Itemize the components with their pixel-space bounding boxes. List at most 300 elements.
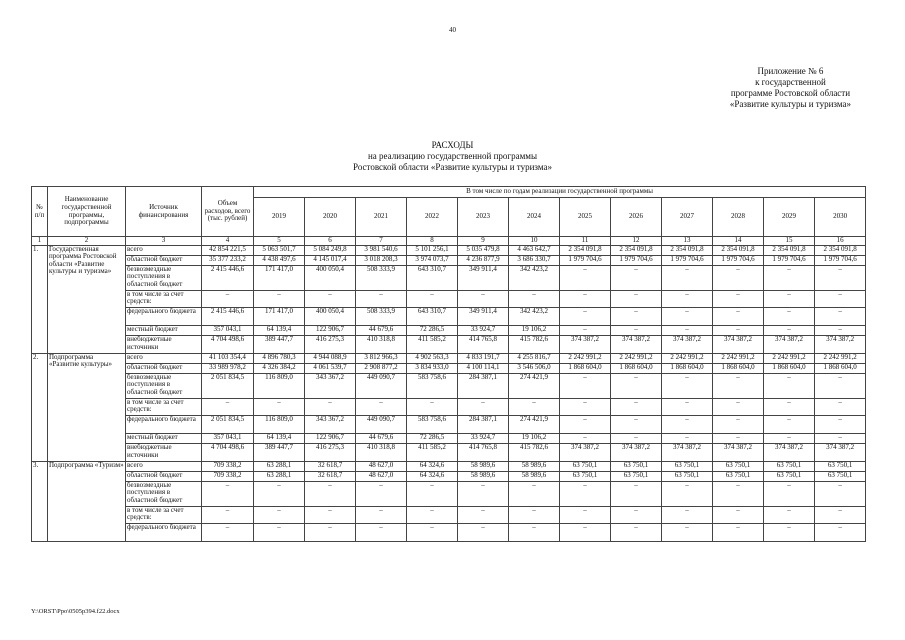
year-value-2020: 122 906,7 bbox=[305, 325, 356, 335]
year-value-2027: 63 750,1 bbox=[662, 471, 713, 481]
year-value-2022: – bbox=[407, 481, 458, 506]
year-value-2021: – bbox=[356, 398, 407, 416]
year-value-2023: 33 924,7 bbox=[458, 325, 509, 335]
year-value-2030: – bbox=[815, 265, 866, 290]
total-value: – bbox=[202, 481, 254, 506]
column-number-cell: 3 bbox=[126, 237, 202, 246]
header-year-2025: 2025 bbox=[560, 198, 611, 237]
section-number: 2. bbox=[32, 353, 48, 461]
year-value-2021: 410 318,8 bbox=[356, 443, 407, 461]
year-value-2024: 4 463 642,7 bbox=[509, 245, 560, 255]
year-value-2030: – bbox=[815, 308, 866, 326]
total-value: 2 415 446,6 bbox=[202, 308, 254, 326]
column-number-cell: 2 bbox=[48, 237, 126, 246]
year-value-2023: – bbox=[458, 524, 509, 542]
header-year-2023: 2023 bbox=[458, 198, 509, 237]
year-value-2022: 72 286,5 bbox=[407, 433, 458, 443]
year-value-2027: – bbox=[662, 325, 713, 335]
year-value-2027: – bbox=[662, 398, 713, 416]
appendix-line: к государственной bbox=[755, 77, 826, 87]
year-value-2027: 374 387,2 bbox=[662, 335, 713, 353]
year-value-2019: 116 809,0 bbox=[254, 373, 305, 398]
year-value-2024: 58 989,6 bbox=[509, 471, 560, 481]
year-value-2029: 1 868 604,0 bbox=[764, 363, 815, 373]
column-numbers-row bbox=[32, 237, 866, 246]
year-value-2024: 274 421,9 bbox=[509, 416, 560, 434]
total-value: 357 043,1 bbox=[202, 325, 254, 335]
total-value: 2 051 834,5 bbox=[202, 416, 254, 434]
column-number-cell: 13 bbox=[662, 237, 713, 246]
header-year-2027: 2027 bbox=[662, 198, 713, 237]
total-value: 33 989 978,2 bbox=[202, 363, 254, 373]
total-value: 357 043,1 bbox=[202, 433, 254, 443]
year-value-2025: 2 242 991,2 bbox=[560, 353, 611, 363]
year-value-2030: – bbox=[815, 506, 866, 524]
section-number: 1. bbox=[32, 245, 48, 353]
column-number-cell: 11 bbox=[560, 237, 611, 246]
year-value-2019: – bbox=[254, 290, 305, 308]
year-value-2025: 374 387,2 bbox=[560, 335, 611, 353]
total-value: 2 051 834,5 bbox=[202, 373, 254, 398]
year-value-2026: – bbox=[611, 506, 662, 524]
table-row bbox=[32, 481, 866, 506]
year-value-2028: 374 387,2 bbox=[713, 443, 764, 461]
year-value-2019: 4 326 384,2 bbox=[254, 363, 305, 373]
table-row bbox=[32, 373, 866, 398]
year-value-2023: 4 100 114,1 bbox=[458, 363, 509, 373]
year-value-2030: – bbox=[815, 524, 866, 542]
column-number-cell: 12 bbox=[611, 237, 662, 246]
year-value-2025: 1 868 604,0 bbox=[560, 363, 611, 373]
year-value-2029: – bbox=[764, 308, 815, 326]
year-value-2024: 4 255 816,7 bbox=[509, 353, 560, 363]
year-value-2021: 44 679,6 bbox=[356, 325, 407, 335]
year-value-2024: 415 782,6 bbox=[509, 443, 560, 461]
year-value-2022: 5 101 256,1 bbox=[407, 245, 458, 255]
year-value-2020: 4 944 088,9 bbox=[305, 353, 356, 363]
table-row bbox=[32, 245, 866, 255]
year-value-2030: – bbox=[815, 325, 866, 335]
year-value-2024: 3 686 330,7 bbox=[509, 255, 560, 265]
year-value-2023: 33 924,7 bbox=[458, 433, 509, 443]
funding-source: областной бюджет bbox=[126, 471, 202, 481]
funding-source: федерального бюджета bbox=[126, 416, 202, 434]
expenses-table bbox=[31, 186, 866, 542]
year-value-2019: 5 063 501,7 bbox=[254, 245, 305, 255]
year-value-2027: – bbox=[662, 481, 713, 506]
total-value: 41 103 354,4 bbox=[202, 353, 254, 363]
year-value-2029: – bbox=[764, 373, 815, 398]
year-value-2019: – bbox=[254, 481, 305, 506]
total-value: – bbox=[202, 506, 254, 524]
year-value-2027: – bbox=[662, 433, 713, 443]
year-value-2020: 400 050,4 bbox=[305, 308, 356, 326]
header-source: Источник финансирования bbox=[126, 187, 202, 237]
year-value-2025: – bbox=[560, 308, 611, 326]
year-value-2027: – bbox=[662, 308, 713, 326]
year-value-2020: – bbox=[305, 524, 356, 542]
year-value-2026: – bbox=[611, 524, 662, 542]
year-value-2024: – bbox=[509, 481, 560, 506]
year-value-2024: 3 546 506,0 bbox=[509, 363, 560, 373]
funding-source: всего bbox=[126, 245, 202, 255]
header-year-2019: 2019 bbox=[254, 198, 305, 237]
table-row bbox=[32, 443, 866, 461]
year-value-2026: 2 242 991,2 bbox=[611, 353, 662, 363]
table-row bbox=[32, 255, 866, 265]
year-value-2026: – bbox=[611, 265, 662, 290]
year-value-2024: – bbox=[509, 290, 560, 308]
year-value-2019: 4 438 497,6 bbox=[254, 255, 305, 265]
column-number-cell: 6 bbox=[305, 237, 356, 246]
year-value-2020: – bbox=[305, 506, 356, 524]
year-value-2020: 4 061 539,7 bbox=[305, 363, 356, 373]
year-value-2030: – bbox=[815, 416, 866, 434]
year-value-2023: 349 911,4 bbox=[458, 265, 509, 290]
year-value-2029: – bbox=[764, 524, 815, 542]
year-value-2028: – bbox=[713, 524, 764, 542]
year-value-2023: 58 989,6 bbox=[458, 471, 509, 481]
year-value-2025: – bbox=[560, 398, 611, 416]
year-value-2019: 64 139,4 bbox=[254, 325, 305, 335]
header-years-group: В том числе по годам реализации государственной программы bbox=[254, 187, 866, 198]
total-value: 4 704 498,6 bbox=[202, 335, 254, 353]
year-value-2029: – bbox=[764, 433, 815, 443]
year-value-2022: 64 324,6 bbox=[407, 471, 458, 481]
total-value: – bbox=[202, 524, 254, 542]
funding-source: всего bbox=[126, 353, 202, 363]
table-row bbox=[32, 290, 866, 308]
year-value-2025: 63 750,1 bbox=[560, 471, 611, 481]
year-value-2019: 171 417,0 bbox=[254, 265, 305, 290]
header-num: № п/п bbox=[32, 187, 48, 237]
column-number-cell: 7 bbox=[356, 237, 407, 246]
funding-source: в том числе за счет средств: bbox=[126, 290, 202, 308]
year-value-2019: 63 288,1 bbox=[254, 471, 305, 481]
year-value-2024: – bbox=[509, 506, 560, 524]
section-name: Подпрограмма «Туризм» bbox=[48, 461, 126, 541]
year-value-2022: 643 310,7 bbox=[407, 308, 458, 326]
year-value-2025: – bbox=[560, 481, 611, 506]
column-number-cell: 14 bbox=[713, 237, 764, 246]
year-value-2023: 414 765,8 bbox=[458, 443, 509, 461]
year-value-2019: – bbox=[254, 398, 305, 416]
total-value: 42 854 221,5 bbox=[202, 245, 254, 255]
year-value-2030: 1 979 704,6 bbox=[815, 255, 866, 265]
year-value-2030: 2 354 091,8 bbox=[815, 245, 866, 255]
column-number-cell: 10 bbox=[509, 237, 560, 246]
year-value-2024: 19 106,2 bbox=[509, 433, 560, 443]
year-value-2021: 3 981 540,6 bbox=[356, 245, 407, 255]
year-value-2021: – bbox=[356, 506, 407, 524]
year-value-2028: – bbox=[713, 506, 764, 524]
year-value-2023: 284 387,1 bbox=[458, 373, 509, 398]
year-value-2020: 5 084 249,8 bbox=[305, 245, 356, 255]
page-number: 40 bbox=[449, 26, 456, 34]
funding-source: областной бюджет bbox=[126, 255, 202, 265]
year-value-2026: – bbox=[611, 481, 662, 506]
year-value-2027: – bbox=[662, 373, 713, 398]
year-value-2026: 63 750,1 bbox=[611, 461, 662, 471]
year-value-2020: – bbox=[305, 290, 356, 308]
year-value-2022: – bbox=[407, 524, 458, 542]
year-value-2030: – bbox=[815, 290, 866, 308]
year-value-2021: 2 908 877,2 bbox=[356, 363, 407, 373]
footer-file-path: Y:\ORST\Ppo\0505p394.f22.docx bbox=[31, 608, 120, 615]
appendix-line: Приложение № 6 bbox=[757, 66, 824, 76]
year-value-2020: 32 618,7 bbox=[305, 471, 356, 481]
table-row bbox=[32, 325, 866, 335]
funding-source: всего bbox=[126, 461, 202, 471]
header-total: Объем расходов, всего (тыс. рублей) bbox=[202, 187, 254, 237]
header-year-2024: 2024 bbox=[509, 198, 560, 237]
year-value-2022: 643 310,7 bbox=[407, 265, 458, 290]
year-value-2029: 63 750,1 bbox=[764, 471, 815, 481]
appendix-line: программе Ростовской области bbox=[730, 88, 851, 98]
year-value-2027: 2 242 991,2 bbox=[662, 353, 713, 363]
year-value-2021: 449 090,7 bbox=[356, 416, 407, 434]
year-value-2030: – bbox=[815, 481, 866, 506]
year-value-2028: – bbox=[713, 308, 764, 326]
year-value-2029: 374 387,2 bbox=[764, 443, 815, 461]
year-value-2020: 416 275,3 bbox=[305, 335, 356, 353]
table-row bbox=[32, 416, 866, 434]
year-value-2023: – bbox=[458, 290, 509, 308]
year-value-2019: 63 288,1 bbox=[254, 461, 305, 471]
year-value-2021: 3 018 208,3 bbox=[356, 255, 407, 265]
year-value-2022: 583 758,6 bbox=[407, 373, 458, 398]
year-value-2022: – bbox=[407, 506, 458, 524]
year-value-2029: – bbox=[764, 481, 815, 506]
year-value-2027: 1 979 704,6 bbox=[662, 255, 713, 265]
year-value-2028: 2 354 091,8 bbox=[713, 245, 764, 255]
table-row bbox=[32, 398, 866, 416]
year-value-2028: – bbox=[713, 373, 764, 398]
funding-source: внебюджетные источники bbox=[126, 443, 202, 461]
table-row bbox=[32, 265, 866, 290]
year-value-2022: – bbox=[407, 290, 458, 308]
year-value-2023: 284 387,1 bbox=[458, 416, 509, 434]
total-value: 709 338,2 bbox=[202, 471, 254, 481]
funding-source: местный бюджет bbox=[126, 433, 202, 443]
year-value-2020: 343 367,2 bbox=[305, 373, 356, 398]
year-value-2026: 63 750,1 bbox=[611, 471, 662, 481]
year-value-2029: 63 750,1 bbox=[764, 461, 815, 471]
year-value-2021: 508 333,9 bbox=[356, 308, 407, 326]
year-value-2028: 374 387,2 bbox=[713, 335, 764, 353]
year-value-2027: – bbox=[662, 290, 713, 308]
year-value-2027: 1 868 604,0 bbox=[662, 363, 713, 373]
year-value-2026: 2 354 091,8 bbox=[611, 245, 662, 255]
year-value-2022: – bbox=[407, 398, 458, 416]
column-number-cell: 15 bbox=[764, 237, 815, 246]
header-year-2028: 2028 bbox=[713, 198, 764, 237]
year-value-2019: – bbox=[254, 524, 305, 542]
year-value-2022: 4 902 563,3 bbox=[407, 353, 458, 363]
year-value-2026: – bbox=[611, 373, 662, 398]
year-value-2029: 2 354 091,8 bbox=[764, 245, 815, 255]
table-row bbox=[32, 433, 866, 443]
year-value-2026: – bbox=[611, 398, 662, 416]
year-value-2025: 2 354 091,8 bbox=[560, 245, 611, 255]
year-value-2030: 63 750,1 bbox=[815, 461, 866, 471]
year-value-2019: – bbox=[254, 506, 305, 524]
table-row bbox=[32, 308, 866, 326]
total-value: 709 338,2 bbox=[202, 461, 254, 471]
funding-source: в том числе за счет средств: bbox=[126, 506, 202, 524]
year-value-2028: 63 750,1 bbox=[713, 471, 764, 481]
year-value-2021: 48 627,0 bbox=[356, 471, 407, 481]
year-value-2030: 63 750,1 bbox=[815, 471, 866, 481]
table-body bbox=[32, 245, 866, 541]
year-value-2024: 19 106,2 bbox=[509, 325, 560, 335]
column-number-cell: 16 bbox=[815, 237, 866, 246]
year-value-2025: – bbox=[560, 433, 611, 443]
year-value-2021: – bbox=[356, 481, 407, 506]
year-value-2029: 374 387,2 bbox=[764, 335, 815, 353]
year-value-2026: – bbox=[611, 416, 662, 434]
table-header bbox=[32, 187, 866, 246]
year-value-2026: – bbox=[611, 308, 662, 326]
year-value-2024: – bbox=[509, 398, 560, 416]
total-value: – bbox=[202, 398, 254, 416]
year-value-2028: 1 868 604,0 bbox=[713, 363, 764, 373]
year-value-2030: – bbox=[815, 398, 866, 416]
year-value-2024: – bbox=[509, 524, 560, 542]
year-value-2028: – bbox=[713, 416, 764, 434]
year-value-2028: – bbox=[713, 325, 764, 335]
section-name: Подпрограмма «Развитие культуры» bbox=[48, 353, 126, 461]
year-value-2028: 1 979 704,6 bbox=[713, 255, 764, 265]
year-value-2020: – bbox=[305, 481, 356, 506]
year-value-2022: 583 758,6 bbox=[407, 416, 458, 434]
year-value-2026: 374 387,2 bbox=[611, 443, 662, 461]
year-value-2026: – bbox=[611, 433, 662, 443]
year-value-2026: 374 387,2 bbox=[611, 335, 662, 353]
year-value-2022: 64 324,6 bbox=[407, 461, 458, 471]
title-line: Ростовской области «Развитие культуры и туризма» bbox=[353, 162, 552, 172]
year-value-2023: – bbox=[458, 398, 509, 416]
year-value-2027: 63 750,1 bbox=[662, 461, 713, 471]
total-value: 4 704 498,6 bbox=[202, 443, 254, 461]
year-value-2029: – bbox=[764, 506, 815, 524]
year-value-2021: 410 318,8 bbox=[356, 335, 407, 353]
header-year-2029: 2029 bbox=[764, 198, 815, 237]
year-value-2023: 5 035 479,8 bbox=[458, 245, 509, 255]
document-title bbox=[0, 140, 905, 173]
table-row bbox=[32, 524, 866, 542]
year-value-2025: – bbox=[560, 265, 611, 290]
table-row bbox=[32, 363, 866, 373]
funding-source: местный бюджет bbox=[126, 325, 202, 335]
funding-source: безвозмездные поступления в областной бюджет bbox=[126, 373, 202, 398]
year-value-2020: 32 618,7 bbox=[305, 461, 356, 471]
year-value-2023: 349 911,4 bbox=[458, 308, 509, 326]
year-value-2021: 44 679,6 bbox=[356, 433, 407, 443]
header-year-2020: 2020 bbox=[305, 198, 356, 237]
year-value-2019: 64 139,4 bbox=[254, 433, 305, 443]
year-value-2021: 48 627,0 bbox=[356, 461, 407, 471]
year-value-2021: – bbox=[356, 290, 407, 308]
year-value-2024: 58 989,6 bbox=[509, 461, 560, 471]
year-value-2021: 3 812 966,3 bbox=[356, 353, 407, 363]
year-value-2023: – bbox=[458, 481, 509, 506]
column-number-cell: 4 bbox=[202, 237, 254, 246]
table-row bbox=[32, 506, 866, 524]
year-value-2020: 416 275,3 bbox=[305, 443, 356, 461]
year-value-2020: 400 050,4 bbox=[305, 265, 356, 290]
year-value-2022: 411 585,2 bbox=[407, 335, 458, 353]
year-value-2024: 342 423,2 bbox=[509, 308, 560, 326]
year-value-2026: 1 979 704,6 bbox=[611, 255, 662, 265]
appendix-label bbox=[730, 66, 851, 110]
funding-source: областной бюджет bbox=[126, 363, 202, 373]
funding-source: федерального бюджета bbox=[126, 524, 202, 542]
year-value-2021: 449 090,7 bbox=[356, 373, 407, 398]
year-value-2029: – bbox=[764, 325, 815, 335]
year-value-2024: 274 421,9 bbox=[509, 373, 560, 398]
year-value-2025: – bbox=[560, 373, 611, 398]
year-value-2030: 2 242 991,2 bbox=[815, 353, 866, 363]
year-value-2023: 4 833 191,7 bbox=[458, 353, 509, 363]
year-value-2029: – bbox=[764, 290, 815, 308]
year-value-2022: 72 286,5 bbox=[407, 325, 458, 335]
year-value-2027: – bbox=[662, 416, 713, 434]
table-row bbox=[32, 353, 866, 363]
funding-source: внебюджетные источники bbox=[126, 335, 202, 353]
year-value-2022: 411 585,2 bbox=[407, 443, 458, 461]
year-value-2020: – bbox=[305, 398, 356, 416]
year-value-2030: 1 868 604,0 bbox=[815, 363, 866, 373]
funding-source: в том числе за счет средств: bbox=[126, 398, 202, 416]
year-value-2026: – bbox=[611, 290, 662, 308]
column-number-cell: 1 bbox=[32, 237, 48, 246]
header-name: Наименование государственной программы, подпрограммы bbox=[48, 187, 126, 237]
year-value-2019: 171 417,0 bbox=[254, 308, 305, 326]
year-value-2027: 374 387,2 bbox=[662, 443, 713, 461]
title-line: РАСХОДЫ bbox=[431, 140, 474, 150]
year-value-2028: – bbox=[713, 481, 764, 506]
year-value-2028: – bbox=[713, 398, 764, 416]
year-value-2023: 58 989,6 bbox=[458, 461, 509, 471]
year-value-2023: 414 765,8 bbox=[458, 335, 509, 353]
funding-source: федерального бюджета bbox=[126, 308, 202, 326]
year-value-2024: 415 782,6 bbox=[509, 335, 560, 353]
table-row bbox=[32, 335, 866, 353]
year-value-2021: 508 333,9 bbox=[356, 265, 407, 290]
year-value-2023: 4 236 877,9 bbox=[458, 255, 509, 265]
funding-source: безвозмездные поступления в областной бюджет bbox=[126, 481, 202, 506]
year-value-2030: 374 387,2 bbox=[815, 335, 866, 353]
column-number-cell: 9 bbox=[458, 237, 509, 246]
year-value-2019: 389 447,7 bbox=[254, 335, 305, 353]
year-value-2028: – bbox=[713, 265, 764, 290]
header-year-2026: 2026 bbox=[611, 198, 662, 237]
year-value-2020: 4 145 017,4 bbox=[305, 255, 356, 265]
total-value: – bbox=[202, 290, 254, 308]
year-value-2027: – bbox=[662, 506, 713, 524]
year-value-2025: – bbox=[560, 290, 611, 308]
column-number-cell: 8 bbox=[407, 237, 458, 246]
total-value: 2 415 446,6 bbox=[202, 265, 254, 290]
header-year-2021: 2021 bbox=[356, 198, 407, 237]
year-value-2027: – bbox=[662, 524, 713, 542]
year-value-2021: – bbox=[356, 524, 407, 542]
table-row bbox=[32, 471, 866, 481]
year-value-2027: 2 354 091,8 bbox=[662, 245, 713, 255]
year-value-2030: – bbox=[815, 433, 866, 443]
year-value-2019: 116 809,0 bbox=[254, 416, 305, 434]
